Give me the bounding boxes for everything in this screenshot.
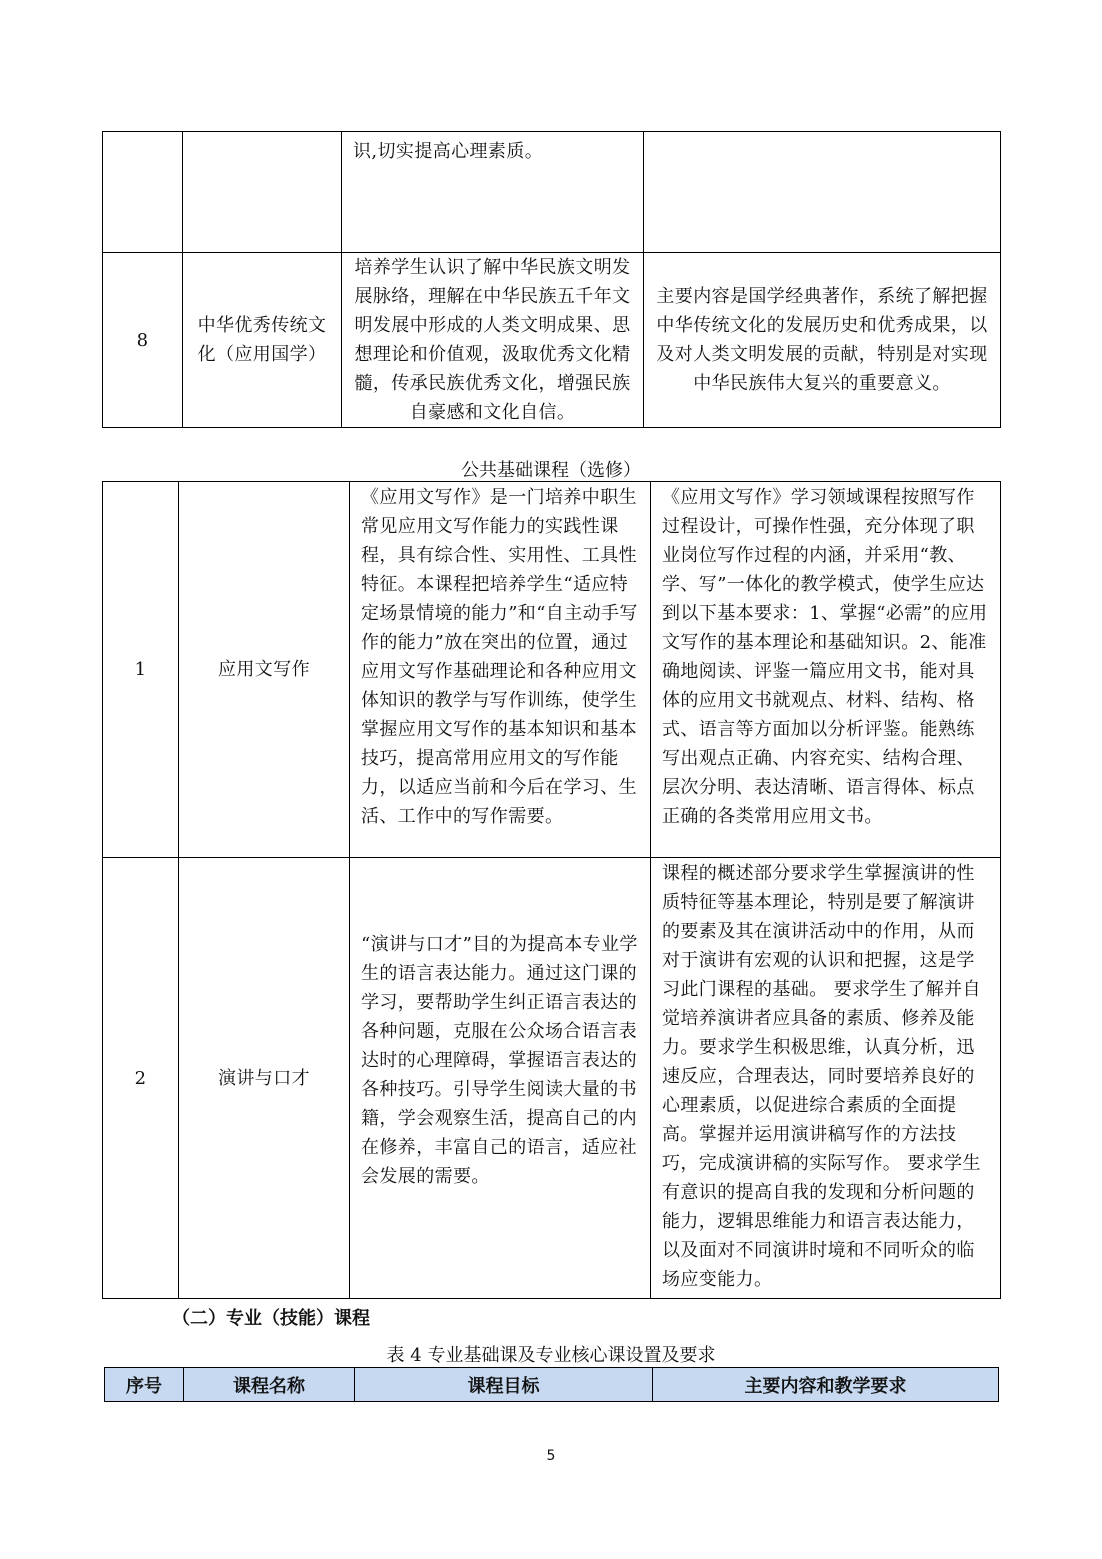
table4-header [104, 1367, 999, 1402]
section-heading: （二）专业（技能）课程 [172, 1308, 370, 1329]
cell-objective: 《应用文写作》是一门培养中职生常见应用文写作能力的实践性课程，具有综合性、实用性、工具性特征。本课程把培养学生“适应特定场景情境的能力”和“自主动手写作的能力”放在突出的位置，通过应用文写作基础理论和各种应用文体知识的教学与写作训练，使学生掌握应用文写作的基本知识和基本技巧，提高常用应用文的写作能力，以适应当前和今后在学习、生活、工作中的写作需要。 [350, 482, 651, 858]
table4-caption: 表 4 专业基础课及专业核心课设置及要求 [386, 1345, 716, 1366]
table-row [103, 253, 1001, 428]
cell-name: 中华优秀传统文化（应用国学） [183, 253, 342, 428]
page-number: 5 [546, 1448, 556, 1464]
cell-no: 8 [103, 253, 183, 428]
cell-no: 1 [103, 482, 179, 858]
cell-content: 《应用文写作》学习领域课程按照写作过程设计，可操作性强，充分体现了职业岗位写作过程的内涵，并采用“教、学、写”一体化的教学模式，使学生应达到以下基本要求：1、掌握“必需”的应用文写作的基本理论和基础知识。2、能准确地阅读、评鉴一篇应用文书，能对具体的应用文书就观点、材料、结构、格式、语言等方面加以分析评鉴。能熟练写出观点正确、内容充实、结构合理、层次分明、表达清晰、语言得体、标点正确的各类常用应用文书。 [651, 482, 1001, 858]
cell-objective: 培养学生认识了解中华民族文明发展脉络，理解在中华民族五千年文明发展中形成的人类文明成果、思想理论和价值观，汲取优秀文化精髓，传承民族优秀文化，增强民族自豪感和文化自信。 [342, 253, 644, 428]
cell-content [644, 132, 1001, 253]
cell-content: 主要内容是国学经典著作，系统了解把握中华传统文化的发展历史和优秀成果，以及对人类文明发展的贡献，特别是对实现中华民族伟大复兴的重要意义。 [644, 253, 1001, 428]
cell-name [183, 132, 342, 253]
cell-objective: 识,切实提高心理素质。 [342, 132, 644, 253]
cell-name: 应用文写作 [179, 482, 350, 858]
table-row [103, 858, 1001, 1299]
header-content: 主要内容和教学要求 [653, 1368, 999, 1402]
cell-no: 2 [103, 858, 179, 1299]
cell-no [103, 132, 183, 253]
elective-caption: 公共基础课程（选修） [461, 460, 641, 481]
header-name: 课程名称 [184, 1368, 355, 1402]
table-row [103, 132, 1001, 253]
table-elective [102, 481, 1001, 1299]
header-no: 序号 [105, 1368, 184, 1402]
table-header-row [105, 1368, 999, 1402]
header-objective: 课程目标 [355, 1368, 653, 1402]
cell-objective: “演讲与口才”目的为提高本专业学生的语言表达能力。通过这门课的学习，要帮助学生纠正语言表达的各种问题，克服在公众场合语言表达时的心理障碍，掌握语言表达的各种技巧。引导学生阅读大量的书籍，学会观察生活，提高自己的内在修养，丰富自己的语言，适应社会发展的需要。 [350, 858, 651, 1299]
cell-name: 演讲与口才 [179, 858, 350, 1299]
table-continued [102, 131, 1001, 428]
cell-content: 课程的概述部分要求学生掌握演讲的性质特征等基本理论，特别是要了解演讲的要素及其在演讲活动中的作用，从而对于演讲有宏观的认识和把握，这是学习此门课程的基础。 要求学生了解并自觉培养演讲者应具备的素质、修养及能力。要求学生积极思维，认真分析，迅速反应，合理表达，同时要培养良好的心理素质，以促进综合素质的全面提高。掌握并运用演讲稿写作的方法技巧，完成演讲稿的实际写作。 要求学生有意识的提高自我的发现和分析问题的能力，逻辑思维能力和语言表达能力，以及面对不同演讲时境和不同听众的临场应变能力。 [651, 858, 1001, 1299]
table-row [103, 482, 1001, 858]
